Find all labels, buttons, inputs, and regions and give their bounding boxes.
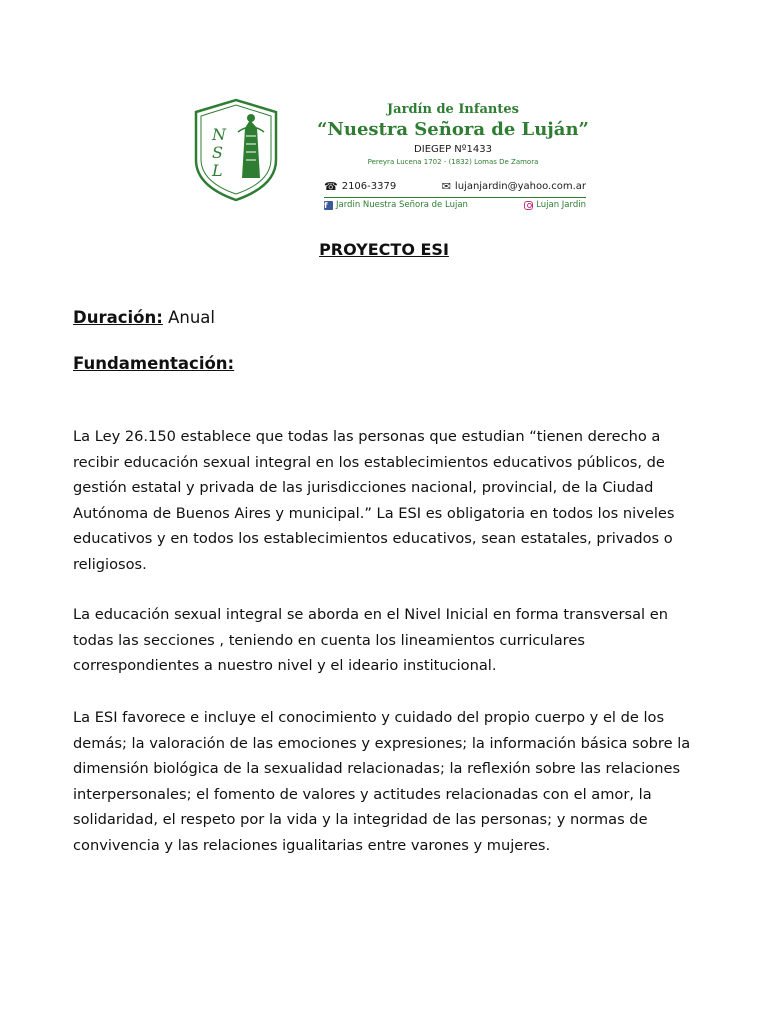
instagram-contact bbox=[524, 200, 586, 210]
school-address: Pereyra Lucena 1702 - (1832) Lomas De Zamora bbox=[367, 158, 539, 166]
instagram-icon bbox=[524, 201, 533, 210]
phone-number: 2106-3379 bbox=[341, 181, 397, 192]
envelope-icon: ✉ bbox=[441, 180, 451, 193]
facebook-name: Jardin Nuestra Señora de Lujan bbox=[336, 200, 468, 210]
social-row bbox=[324, 200, 586, 210]
facebook-icon: f bbox=[324, 201, 333, 210]
svg-text:L: L bbox=[212, 161, 223, 180]
duration-line bbox=[73, 308, 215, 327]
duration-label: Duración: bbox=[73, 308, 163, 327]
school-type: Jardín de Infantes bbox=[387, 102, 519, 117]
phone-icon: ☎ bbox=[324, 180, 338, 193]
paragraph-esi-favorece: La ESI favorece e incluye el conocimiento y cuidado del propio cuerpo y el de los demás; la valoración de las emociones y expresiones; la información básica sobre la dimensión biológica de la sexualidad relacionadas; la reflexión sobre las relaciones interpersonales; el fomento de valores y actitudes relacionadas con el amor, la solidaridad, el respeto por la vida y la integridad de las personas; y normas de convivencia y las relaciones igualitarias entre varones y mujeres. bbox=[73, 709, 691, 854]
instagram-name: Lujan Jardin bbox=[536, 200, 586, 210]
school-diegep: DIEGEP Nº1433 bbox=[414, 144, 492, 155]
facebook-contact bbox=[324, 200, 468, 210]
contact-row bbox=[324, 180, 586, 193]
svg-text:N: N bbox=[212, 125, 226, 144]
email-address: lujanjardin@yahoo.com.ar bbox=[454, 181, 586, 192]
school-crest-logo bbox=[190, 98, 282, 202]
document-title: PROYECTO ESI bbox=[319, 240, 449, 259]
duration-value: Anual bbox=[162, 308, 215, 327]
header-divider bbox=[324, 197, 586, 198]
paragraph-ley: La Ley 26.150 establece que todas las personas que estudian “tienen derecho a recibir educación sexual integral en los establecimientos educativos públicos, de gestión estatal y privada de las jurisdicciones nacional, provincial, de la Ciudad Autónoma de Buenos Aires y municipal.” La ESI es obligatoria en todos los niveles educativos y en todos los establecimientos educativos, sean estatales, privados o religiosos. bbox=[73, 428, 675, 573]
school-name-block bbox=[316, 102, 590, 166]
svg-text:S: S bbox=[212, 143, 223, 162]
school-letterhead bbox=[190, 96, 590, 216]
paragraph-nivel-inicial: La educación sexual integral se aborda en el Nivel Inicial en forma transversal en todas las secciones , teniendo en cuenta los lineamientos curriculares correspondientes a nuestro nivel y el ideario institucional. bbox=[73, 606, 668, 674]
school-name: “Nuestra Señora de Luján” bbox=[317, 119, 589, 140]
email-contact bbox=[442, 180, 586, 193]
phone-contact bbox=[324, 180, 396, 193]
fundamentacion-heading: Fundamentación: bbox=[73, 354, 235, 373]
